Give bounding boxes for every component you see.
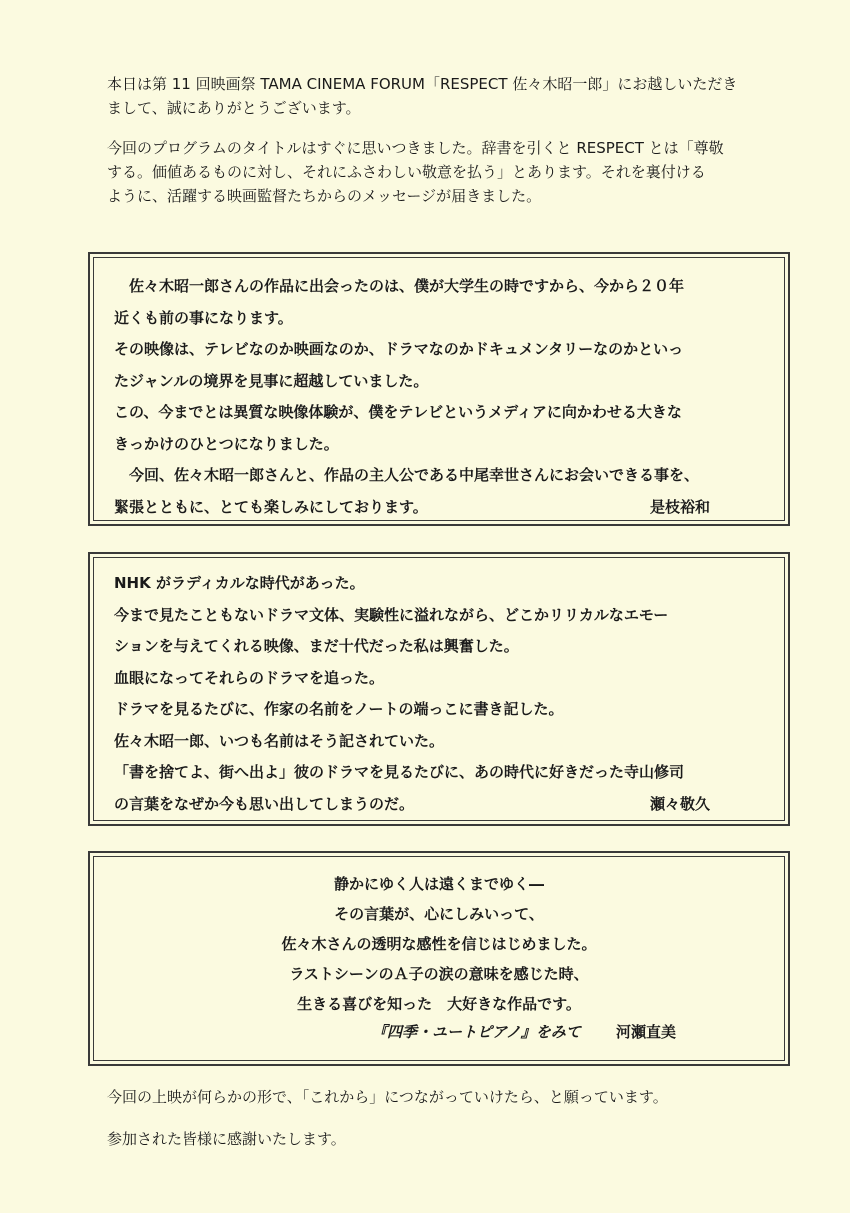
signature: 瀬々敬久 bbox=[649, 794, 710, 813]
text-line: 今回のプログラムのタイトルはすぐに思いつきました。辞書を引くと RESPECT とは「尊敬 bbox=[107, 139, 724, 157]
text-line: 佐々木昭一郎、いつも名前はそう記されていた。 bbox=[114, 731, 445, 750]
text-line: NHK がラディカルな時代があった。 bbox=[114, 574, 365, 592]
text-line: まして、誠にありがとうございます。 bbox=[107, 99, 361, 117]
text-line: 本日は第 11 回映画祭 TAMA CINEMA FORUM「RESPECT 佐々木昭一郎」にお越しいただき bbox=[107, 75, 738, 93]
work-title: 『四季・ユートピアノ』をみて bbox=[372, 1023, 581, 1041]
text-line: きっかけのひとつになりました。 bbox=[114, 434, 339, 453]
text-line: 「書を捨てよ、街へ出よ」彼のドラマを見るたびに、あの時代に好きだった寺山修司 bbox=[114, 763, 685, 781]
message-box-koreeda bbox=[88, 252, 790, 526]
text-line: 今回、佐々木昭一郎さんと、作品の主人公である中尾幸世さんにお会いできる事を、 bbox=[129, 466, 700, 484]
text-line: 佐々木昭一郎さんの作品に出会ったのは、僕が大学生の時ですから、今から２０年 bbox=[129, 277, 685, 295]
message-box-zeze bbox=[88, 552, 790, 826]
text-line: 佐々木さんの透明な感性を信じはじめました。 bbox=[281, 935, 597, 953]
message-text bbox=[114, 568, 770, 820]
text-line: 血眼になってそれらのドラマを追った。 bbox=[114, 668, 385, 687]
closing-line-1: 今回の上映が何らかの形で、「これから」につながっていけたら、と願っています。 bbox=[107, 1088, 668, 1106]
text-line: その言葉が、心にしみいって、 bbox=[334, 905, 544, 923]
message-box-kawase bbox=[88, 851, 790, 1066]
text-line: 緊張とともに、とても楽しみにしております。 bbox=[114, 497, 428, 516]
work-reference bbox=[372, 1021, 676, 1042]
text-line: する。価値あるものに対し、それにふさわしい敬意を払う」とあります。それを裏付ける bbox=[107, 163, 706, 181]
text-line: 近くも前の事になります。 bbox=[114, 308, 293, 327]
intro-paragraph-2 bbox=[107, 136, 797, 208]
poem-text bbox=[94, 869, 784, 1019]
text-line: その映像は、テレビなのか映画なのか、ドラマなのかドキュメンタリーなのかといっ bbox=[114, 340, 684, 358]
signature: 是枝裕和 bbox=[649, 497, 710, 516]
text-line: 生きる喜びを知った 大好きな作品です。 bbox=[297, 995, 581, 1013]
text-line: 静かにゆく人は遠くまでゆく― bbox=[333, 875, 544, 893]
text-line: ラストシーンのＡ子の涙の意味を感じた時、 bbox=[289, 965, 589, 983]
text-line: 今まで見たこともないドラマ文体、実験性に溢れながら、どこかリリカルなエモー bbox=[114, 605, 669, 624]
text-line: この、今までとは異質な映像体験が、僕をテレビというメディアに向かわせる大きな bbox=[114, 403, 682, 421]
text-line: ションを与えてくれる映像、まだ十代だった私は興奮した。 bbox=[114, 637, 519, 655]
intro-paragraph-1 bbox=[107, 72, 797, 120]
signature: 河瀬直美 bbox=[616, 1023, 677, 1041]
text-line: たジャンルの境界を見事に超越していました。 bbox=[114, 371, 429, 390]
message-text bbox=[114, 271, 770, 523]
text-line: ドラマを見るたびに、作家の名前をノートの端っこに書き記した。 bbox=[114, 700, 564, 718]
text-line: の言葉をなぜか今も思い出してしまうのだ。 bbox=[114, 794, 415, 813]
text-line: ように、活躍する映画監督たちからのメッセージが届きました。 bbox=[107, 187, 542, 205]
closing-line-2: 参加された皆様に感謝いたします。 bbox=[107, 1130, 346, 1148]
